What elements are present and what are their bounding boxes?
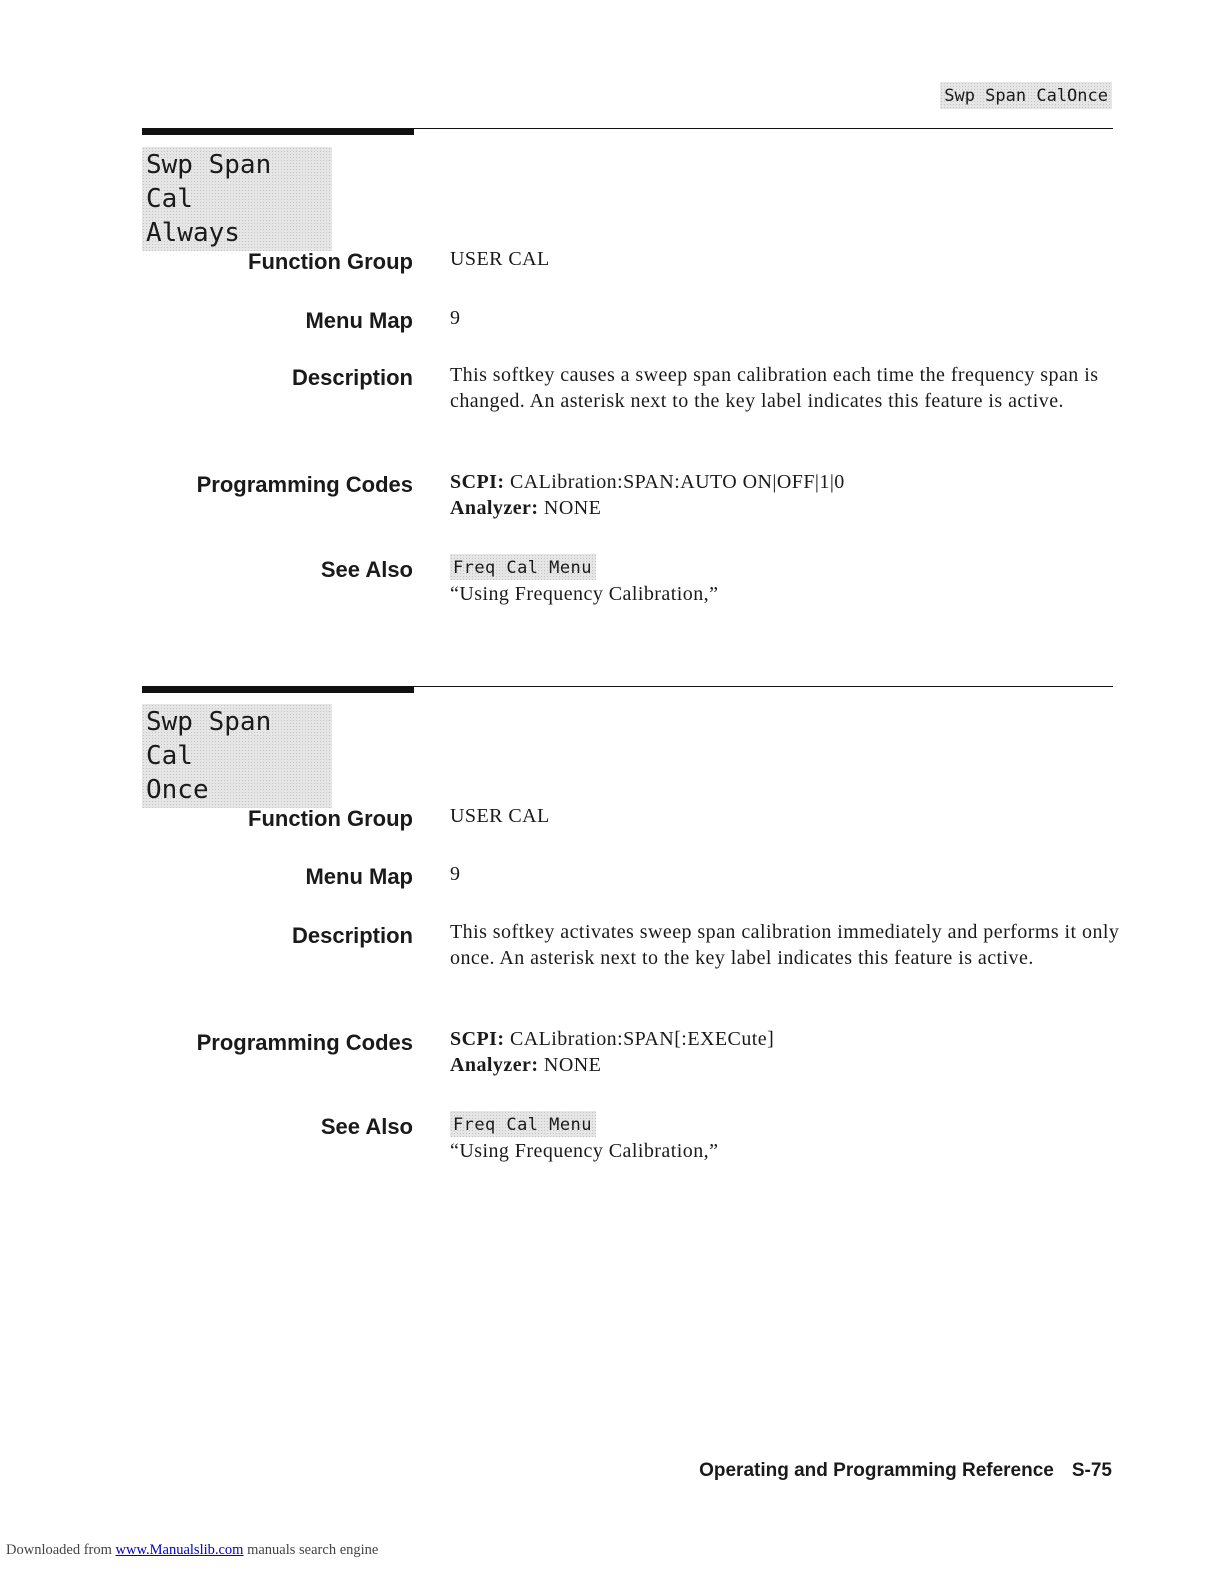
analyzer-line	[450, 496, 1120, 522]
download-suffix: manuals search engine	[247, 1542, 379, 1558]
scpi-line	[450, 1027, 1120, 1053]
programming-codes-value	[450, 1027, 1120, 1078]
scpi-command: CALibration:SPAN:AUTO ON|OFF|1|0	[509, 471, 845, 493]
analyzer-command: NONE	[543, 496, 602, 519]
see-also-key: Freq Cal Menu	[450, 1111, 596, 1137]
section-rule	[142, 128, 1113, 129]
scpi-label: SCPI:	[450, 471, 505, 493]
function-group-label: Function Group	[248, 806, 413, 831]
menu-map-label: Menu Map	[305, 864, 413, 889]
footer-section-title: Operating and Programming Reference	[699, 1460, 1054, 1481]
section-rule	[142, 686, 1113, 687]
download-notice	[6, 1542, 378, 1559]
page-footer	[699, 1459, 1112, 1483]
see-also-value	[450, 1111, 1120, 1164]
description-label: Description	[291, 923, 413, 948]
analyzer-label: Analyzer:	[450, 496, 539, 519]
programming-codes-label: Programming Codes	[196, 472, 413, 497]
description-text: This softkey activates sweep span calibration immediately and performs it only once. An asterisk next to the key label indicates this feature is active.	[450, 921, 1120, 969]
programming-codes-label: Programming Codes	[196, 1030, 413, 1055]
scpi-command: CALibration:SPAN[:EXECute]	[509, 1028, 775, 1050]
programming-codes-value	[450, 470, 1120, 521]
menu-map-label: Menu Map	[305, 308, 413, 333]
function-group-value: USER CAL	[450, 805, 550, 827]
scpi-line	[450, 470, 1120, 496]
analyzer-label: Analyzer:	[450, 1053, 539, 1076]
description-text: This softkey causes a sweep span calibration each time the frequency span is changed. An asterisk next to the key label indicates this feature is active.	[450, 364, 1099, 412]
manualslib-link[interactable]: www.Manualslib.com	[115, 1542, 244, 1558]
page-number: S-75	[1071, 1460, 1112, 1481]
description-label: Description	[291, 365, 413, 390]
see-also-label: See Also	[320, 557, 413, 582]
see-also-label: See Also	[320, 1114, 413, 1139]
running-header-key: Swp Span CalOnce	[940, 82, 1112, 109]
scpi-label: SCPI:	[450, 1028, 505, 1050]
section-rule-thick	[142, 128, 414, 135]
see-also-value	[450, 554, 1120, 607]
section-rule-thick	[142, 686, 414, 693]
entry-title-key: Swp Span Cal Once	[142, 704, 332, 808]
analyzer-command: NONE	[543, 1053, 602, 1076]
see-also-key: Freq Cal Menu	[450, 554, 596, 580]
see-also-reference: “Using Frequency Calibration,”	[450, 582, 719, 605]
entry-title-key: Swp Span Cal Always	[142, 147, 332, 251]
function-group-label: Function Group	[248, 249, 413, 274]
download-prefix: Downloaded from	[6, 1542, 112, 1558]
menu-map-value: 9	[450, 307, 461, 329]
analyzer-line	[450, 1053, 1120, 1079]
function-group-value: USER CAL	[450, 248, 550, 270]
see-also-reference: “Using Frequency Calibration,”	[450, 1139, 719, 1162]
menu-map-value: 9	[450, 863, 461, 885]
